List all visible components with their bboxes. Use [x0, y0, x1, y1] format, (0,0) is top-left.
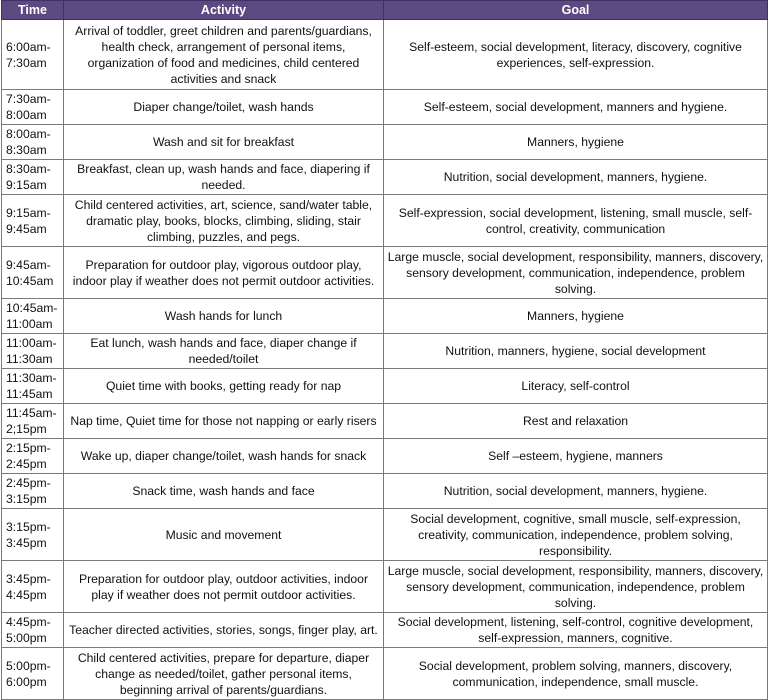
goal-cell: Self-esteem, social development, literacy, discovery, cognitive experiences, self-expression.	[384, 20, 768, 90]
table-row	[2, 195, 768, 247]
table-row	[2, 125, 768, 160]
time-cell: 8:30am- 9:15am	[2, 160, 64, 195]
goal-cell: Social development, problem solving, manners, discovery, communication, independence, small muscle.	[384, 648, 768, 700]
activity-cell: Child centered activities, art, science, sand/water table, dramatic play, books, blocks, climbing, sliding, stair climbing, puzzles, and pegs.	[64, 195, 384, 247]
time-cell: 4:45pm- 5:00pm	[2, 613, 64, 648]
table-row	[2, 509, 768, 561]
time-cell: 3:45pm- 4:45pm	[2, 561, 64, 613]
activity-cell: Teacher directed activities, stories, songs, finger play, art.	[64, 613, 384, 648]
table-row	[2, 299, 768, 334]
activity-cell: Wash hands for lunch	[64, 299, 384, 334]
time-cell: 8:00am- 8:30am	[2, 125, 64, 160]
table-row	[2, 404, 768, 439]
goal-cell: Self-esteem, social development, manners and hygiene.	[384, 90, 768, 125]
time-cell: 10:45am- 11:00am	[2, 299, 64, 334]
table-row	[2, 247, 768, 299]
activity-cell: Eat lunch, wash hands and face, diaper change if needed/toilet	[64, 334, 384, 369]
time-cell: 5:00pm- 6:00pm	[2, 648, 64, 700]
header-activity: Activity	[64, 1, 384, 20]
table-row	[2, 439, 768, 474]
table-body	[2, 20, 768, 700]
time-cell: 11:30am- 11:45am	[2, 369, 64, 404]
goal-cell: Manners, hygiene	[384, 299, 768, 334]
time-cell: 2:45pm- 3:15pm	[2, 474, 64, 509]
time-cell: 9:45am- 10:45am	[2, 247, 64, 299]
goal-cell: Large muscle, social development, responsibility, manners, discovery, sensory development, communication, independence, problem solving.	[384, 561, 768, 613]
time-cell: 6:00am- 7:30am	[2, 20, 64, 90]
table-header	[2, 1, 768, 20]
header-row	[2, 1, 768, 20]
time-cell: 11:45am- 2;15pm	[2, 404, 64, 439]
goal-cell: Manners, hygiene	[384, 125, 768, 160]
goal-cell: Large muscle, social development, responsibility, manners, discovery, sensory development, communication, independence, problem solving.	[384, 247, 768, 299]
time-cell: 11:00am- 11:30am	[2, 334, 64, 369]
activity-cell: Wake up, diaper change/toilet, wash hands for snack	[64, 439, 384, 474]
goal-cell: Social development, listening, self-control, cognitive development, self-expression, manners, cognitive.	[384, 613, 768, 648]
goal-cell: Rest and relaxation	[384, 404, 768, 439]
activity-cell: Preparation for outdoor play, vigorous outdoor play, indoor play if weather does not permit outdoor activities.	[64, 247, 384, 299]
table-row	[2, 613, 768, 648]
time-cell: 2:15pm- 2:45pm	[2, 439, 64, 474]
activity-cell: Nap time, Quiet time for those not napping or early risers	[64, 404, 384, 439]
table-row	[2, 90, 768, 125]
goal-cell: Nutrition, social development, manners, hygiene.	[384, 474, 768, 509]
table-row	[2, 561, 768, 613]
goal-cell: Nutrition, manners, hygiene, social development	[384, 334, 768, 369]
activity-cell: Music and movement	[64, 509, 384, 561]
goal-cell: Social development, cognitive, small muscle, self-expression, creativity, communication, independence, problem solving, responsibility.	[384, 509, 768, 561]
goal-cell: Nutrition, social development, manners, hygiene.	[384, 160, 768, 195]
goal-cell: Literacy, self-control	[384, 369, 768, 404]
time-cell: 7:30am- 8:00am	[2, 90, 64, 125]
goal-cell: Self-expression, social development, listening, small muscle, self-control, creativity, communication	[384, 195, 768, 247]
activity-cell: Breakfast, clean up, wash hands and face, diapering if needed.	[64, 160, 384, 195]
goal-cell: Self –esteem, hygiene, manners	[384, 439, 768, 474]
schedule-table	[1, 0, 768, 700]
activity-cell: Wash and sit for breakfast	[64, 125, 384, 160]
time-cell: 3:15pm- 3:45pm	[2, 509, 64, 561]
activity-cell: Snack time, wash hands and face	[64, 474, 384, 509]
table-row	[2, 20, 768, 90]
table-row	[2, 334, 768, 369]
table-row	[2, 160, 768, 195]
activity-cell: Preparation for outdoor play, outdoor activities, indoor play if weather does not permit outdoor activities.	[64, 561, 384, 613]
table-row	[2, 369, 768, 404]
table-row	[2, 648, 768, 700]
header-goal: Goal	[384, 1, 768, 20]
activity-cell: Diaper change/toilet, wash hands	[64, 90, 384, 125]
activity-cell: Quiet time with books, getting ready for nap	[64, 369, 384, 404]
time-cell: 9:15am- 9:45am	[2, 195, 64, 247]
activity-cell: Arrival of toddler, greet children and parents/guardians, health check, arrangement of personal items, organization of food and medicines, child centered activities and snack	[64, 20, 384, 90]
header-time: Time	[2, 1, 64, 20]
activity-cell: Child centered activities, prepare for departure, diaper change as needed/toilet, gather personal items, beginning arrival of parents/guardians.	[64, 648, 384, 700]
table-row	[2, 474, 768, 509]
